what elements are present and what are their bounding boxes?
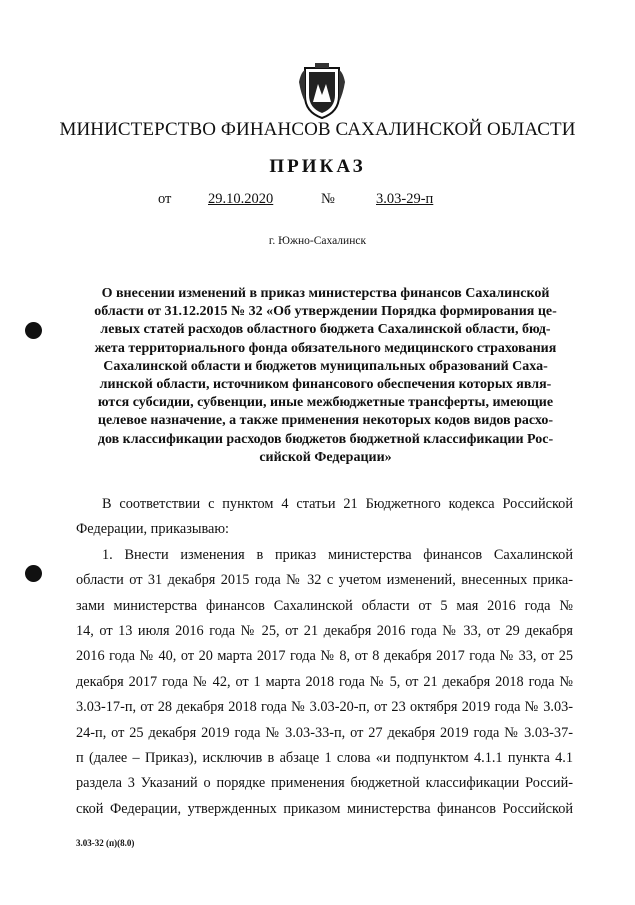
city-name: г. Южно-Сахалинск	[268, 235, 367, 247]
body-line: зами министерства финансов Сахалинской области от 5 мая 2016 года №	[76, 597, 573, 614]
heading-line: целевое назначение, а также применения некоторых кодов видов расхо-	[97, 413, 554, 429]
heading-line: О внесении изменений в приказ министерства финансов Сахалинской	[101, 286, 550, 301]
heading-line: ются субсидии, субвенции, иные межбюджетные трансферты, имеющие	[97, 395, 554, 411]
body-line: области от 31 декабря 2015 года № 32 с учетом изменений, внесенных прика-	[76, 572, 573, 589]
body-line: В соответствии с пунктом 4 статьи 21 Бюджетного кодекса Российской	[102, 496, 573, 512]
body-line: 24-п, от 25 декабря 2019 года № 3.03-33-п, от 27 декабря 2019 года № 3.03-37-	[76, 724, 573, 741]
coat-of-arms-emblem	[297, 62, 347, 120]
number-label: №	[321, 191, 335, 207]
heading-line: дов классификации расходов бюджетов бюджетной классификации Рос-	[97, 431, 554, 447]
body-line: п (далее – Приказ), исключив в абзаце 1 слова «и подпунктом 4.1.1 пункта 4.1	[76, 750, 573, 767]
punch-hole	[25, 322, 42, 339]
heading-line: жета территориального фонда обязательного медицинского страхования	[94, 340, 557, 356]
order-body	[76, 492, 573, 822]
body-line: 14, от 13 июля 2016 года № 25, от 21 декабря 2016 года № 33, от 29 декабря	[76, 623, 573, 640]
body-line: раздела 3 Указаний о порядке применения бюджетной классификации Россий-	[76, 775, 573, 792]
heading-line: Сахалинской области и бюджетов муниципальных образований Саха-	[103, 358, 548, 374]
ministry-name: МИНИСТЕРСТВО ФИНАНСОВ САХАЛИНСКОЙ ОБЛАСТИ	[59, 119, 576, 140]
date-label: от	[158, 191, 172, 207]
order-date: 29.10.2020	[208, 191, 274, 207]
body-line: 1. Внести изменения в приказ министерства финансов Сахалинской	[102, 546, 573, 563]
body-line: 2016 года № 40, от 20 марта 2017 года № 8, от 8 декабря 2017 года № 33, от 25	[76, 648, 573, 665]
order-title: ПРИКАЗ	[269, 156, 366, 177]
heading-line: левых статей расходов областного бюджета Сахалинской области, бюд-	[100, 322, 551, 338]
body-line: декабря 2017 года № 42, от 1 марта 2018 года № 5, от 21 декабря 2018 года №	[76, 673, 573, 690]
heading-line: линской области, источником финансового обеспечения которых явля-	[99, 377, 552, 393]
heading-line: сийской Федерации»	[259, 449, 392, 465]
body-line: ской Федерации, утвержденных приказом министерства финансов Российской	[76, 800, 573, 817]
punch-hole	[25, 565, 42, 582]
heading-line: области от 31.12.2015 № 32 «Об утверждении Порядка формирования це-	[94, 304, 557, 320]
body-line: 3.03-17-п, от 28 декабря 2018 года № 3.03-20-п, от 23 октября 2019 года № 3.03-	[76, 699, 573, 716]
order-number: 3.03-29-п	[376, 191, 434, 207]
order-heading	[78, 285, 573, 467]
document-code: 3.03-32 (п)(8.0)	[76, 838, 135, 848]
body-line: Федерации, приказываю:	[76, 521, 230, 538]
